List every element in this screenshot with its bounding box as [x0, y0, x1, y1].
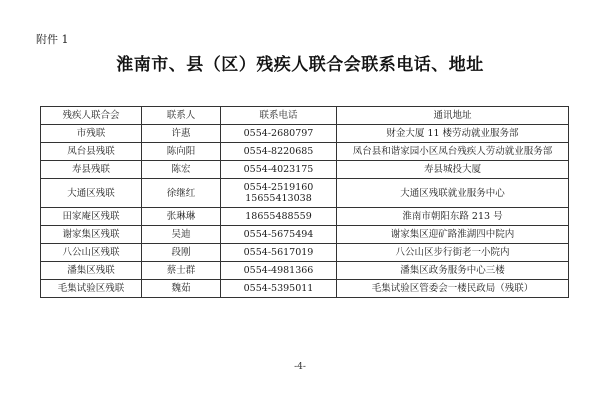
cell-address: 谢家集区迎矿路淮湖四中院内	[337, 226, 569, 244]
table-header-row	[41, 107, 569, 125]
cell-address: 凤台县和谐家园小区凤台残疾人劳动就业服务部	[337, 143, 569, 161]
page-number: -4-	[294, 362, 306, 372]
cell-org: 谢家集区残联	[41, 226, 142, 244]
cell-address: 毛集试验区管委会一楼民政局（残联）	[337, 280, 569, 298]
cell-contact: 陈宏	[142, 161, 221, 179]
table-row	[41, 143, 569, 161]
table-row	[41, 161, 569, 179]
cell-phone	[221, 125, 337, 143]
cell-contact: 魏茹	[142, 280, 221, 298]
cell-phone	[221, 208, 337, 226]
header-org: 残疾人联合会	[41, 107, 142, 125]
header-contact: 联系人	[142, 107, 221, 125]
table-row	[41, 280, 569, 298]
attachment-label: 附件 1	[36, 33, 69, 46]
cell-address: 八公山区步行街老一小院内	[337, 244, 569, 262]
table-row	[41, 179, 569, 208]
table-row	[41, 244, 569, 262]
cell-contact: 张琳琳	[142, 208, 221, 226]
header-phone: 联系电话	[221, 107, 337, 125]
cell-phone	[221, 280, 337, 298]
phone-number: 0554-4023175	[243, 164, 314, 175]
document-title: 淮南市、县（区）残疾人联合会联系电话、地址	[116, 55, 484, 75]
cell-phone	[221, 244, 337, 262]
cell-contact: 吴迪	[142, 226, 221, 244]
cell-contact: 陈向阳	[142, 143, 221, 161]
table-row	[41, 208, 569, 226]
cell-org: 潘集区残联	[41, 262, 142, 280]
cell-contact: 段刚	[142, 244, 221, 262]
cell-address: 潘集区政务服务中心三楼	[337, 262, 569, 280]
mobile-number: 15655413038	[245, 193, 312, 204]
cell-address: 寿县城投大厦	[337, 161, 569, 179]
cell-org: 凤台县残联	[41, 143, 142, 161]
cell-phone	[221, 161, 337, 179]
phone-number: 0554-8220685	[243, 146, 314, 157]
phone-number: 0554-2680797	[243, 128, 314, 139]
phone-number: 18655488559	[245, 211, 312, 222]
table-row	[41, 262, 569, 280]
cell-address: 大通区残联就业服务中心	[337, 179, 569, 208]
phone-number: 0554-5675494	[243, 229, 314, 240]
cell-org: 毛集试验区残联	[41, 280, 142, 298]
cell-address: 淮南市朝阳东路 213 号	[337, 208, 569, 226]
cell-contact: 徐继红	[142, 179, 221, 208]
cell-phone	[221, 262, 337, 280]
cell-contact: 许惠	[142, 125, 221, 143]
cell-org: 八公山区残联	[41, 244, 142, 262]
phone-number: 0554-4981366	[243, 265, 314, 276]
cell-org: 田家庵区残联	[41, 208, 142, 226]
cell-phone	[221, 143, 337, 161]
header-address: 通讯地址	[337, 107, 569, 125]
phone-number: 0554-2519160	[243, 182, 314, 193]
cell-org: 寿县残联	[41, 161, 142, 179]
table-row	[41, 226, 569, 244]
cell-contact: 蔡士群	[142, 262, 221, 280]
cell-phone	[221, 179, 337, 208]
table-row	[41, 125, 569, 143]
cell-org: 市残联	[41, 125, 142, 143]
contacts-table	[40, 106, 569, 298]
phone-number: 0554-5617019	[243, 247, 314, 258]
phone-number: 0554-5395011	[243, 283, 314, 294]
cell-address: 财金大厦 11 楼劳动就业服务部	[337, 125, 569, 143]
cell-org: 大通区残联	[41, 179, 142, 208]
cell-phone	[221, 226, 337, 244]
